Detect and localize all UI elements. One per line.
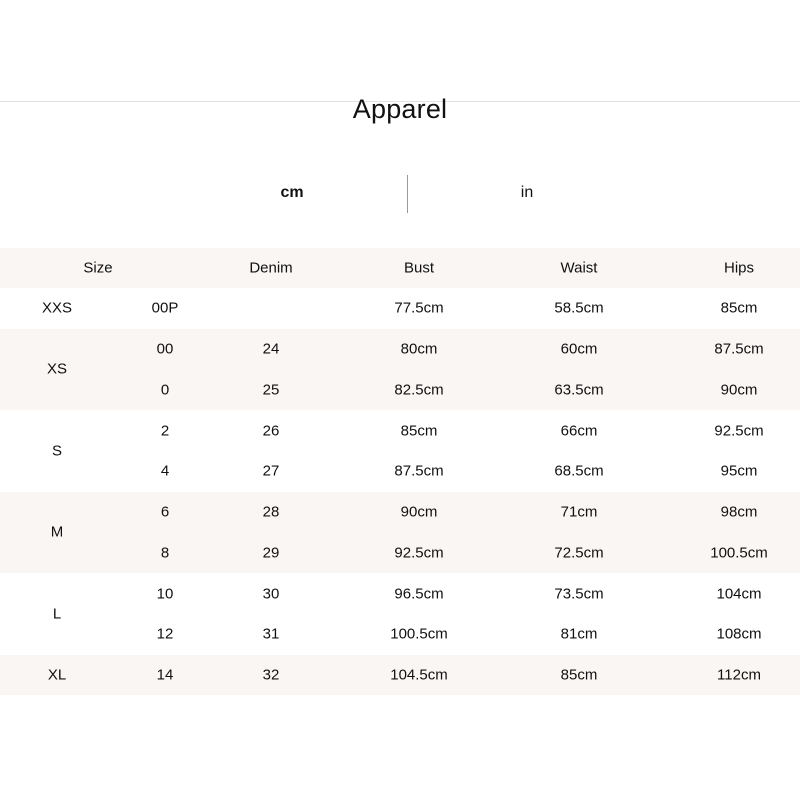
numeric-size: 2 (160, 422, 170, 440)
size-group-s (0, 410, 800, 492)
denim-size: 26 (262, 422, 280, 440)
hips-value: 87.5cm (714, 340, 764, 358)
table-header-row (0, 248, 800, 288)
size-label: L (52, 605, 62, 623)
hips-value: 92.5cm (714, 422, 764, 440)
unit-cm-button[interactable]: cm (280, 184, 304, 201)
numeric-size: 10 (156, 585, 174, 603)
table-row (0, 614, 800, 655)
waist-value: 60cm (560, 340, 598, 358)
denim-size: 32 (262, 666, 280, 684)
table-row (0, 492, 800, 533)
size-group-m (0, 492, 800, 574)
table-row-xl (0, 655, 800, 696)
bust-value: 87.5cm (394, 462, 444, 480)
numeric-size: 12 (156, 625, 174, 643)
hips-value: 108cm (716, 625, 762, 643)
table-row (0, 329, 800, 370)
bust-value: 92.5cm (394, 544, 444, 562)
size-label: XXS (41, 299, 73, 317)
size-label: S (51, 442, 63, 460)
bust-value: 77.5cm (394, 299, 444, 317)
header-denim: Denim (249, 259, 293, 277)
waist-value: 68.5cm (554, 462, 604, 480)
hips-value: 112cm (717, 666, 761, 684)
numeric-size: 8 (160, 544, 170, 562)
header-hips: Hips (723, 259, 755, 277)
numeric-size: 00P (151, 299, 179, 317)
bust-value: 96.5cm (394, 585, 444, 603)
denim-size: 28 (262, 503, 280, 521)
table-row (0, 369, 800, 410)
page-title: Apparel (352, 94, 448, 124)
hips-value: 104cm (716, 585, 762, 603)
denim-size: 30 (262, 585, 280, 603)
bust-value: 104.5cm (390, 666, 448, 684)
waist-value: 58.5cm (554, 299, 604, 317)
bust-value: 85cm (400, 422, 438, 440)
bust-value: 100.5cm (390, 625, 448, 643)
bust-value: 82.5cm (394, 381, 444, 399)
hips-value: 100.5cm (710, 544, 768, 562)
bust-value: 80cm (400, 340, 438, 358)
header-waist: Waist (560, 259, 598, 277)
numeric-size: 6 (160, 503, 170, 521)
denim-size: 27 (262, 462, 280, 480)
unit-toggle (0, 175, 800, 213)
hips-value: 98cm (720, 503, 758, 521)
size-label: XS (46, 360, 68, 378)
numeric-size: 0 (160, 381, 170, 399)
waist-value: 66cm (560, 422, 598, 440)
denim-size: 31 (262, 625, 280, 643)
size-group-xs (0, 329, 800, 411)
table-row (0, 451, 800, 492)
waist-value: 63.5cm (554, 381, 604, 399)
hips-value: 90cm (720, 381, 758, 399)
header-size: Size (83, 259, 113, 277)
hips-value: 85cm (720, 299, 758, 317)
size-group-l (0, 573, 800, 655)
unit-divider (407, 175, 408, 213)
numeric-size: 4 (160, 462, 170, 480)
waist-value: 85cm (560, 666, 598, 684)
size-label: XL (47, 666, 67, 684)
header-bust: Bust (403, 259, 435, 277)
hips-value: 95cm (720, 462, 758, 480)
table-row (0, 573, 800, 614)
waist-value: 73.5cm (554, 585, 604, 603)
waist-value: 72.5cm (554, 544, 604, 562)
denim-size: 25 (262, 381, 280, 399)
table-row (0, 410, 800, 451)
denim-size: 24 (262, 340, 280, 358)
numeric-size: 00 (156, 340, 174, 358)
table-row (0, 532, 800, 573)
numeric-size: 14 (156, 666, 174, 684)
bust-value: 90cm (400, 503, 438, 521)
table-row-xxs (0, 288, 800, 329)
size-label: M (50, 523, 64, 541)
unit-in-button[interactable]: in (520, 184, 534, 201)
waist-value: 71cm (560, 503, 598, 521)
waist-value: 81cm (560, 625, 598, 643)
denim-size: 29 (262, 544, 280, 562)
size-chart-table (0, 248, 800, 695)
